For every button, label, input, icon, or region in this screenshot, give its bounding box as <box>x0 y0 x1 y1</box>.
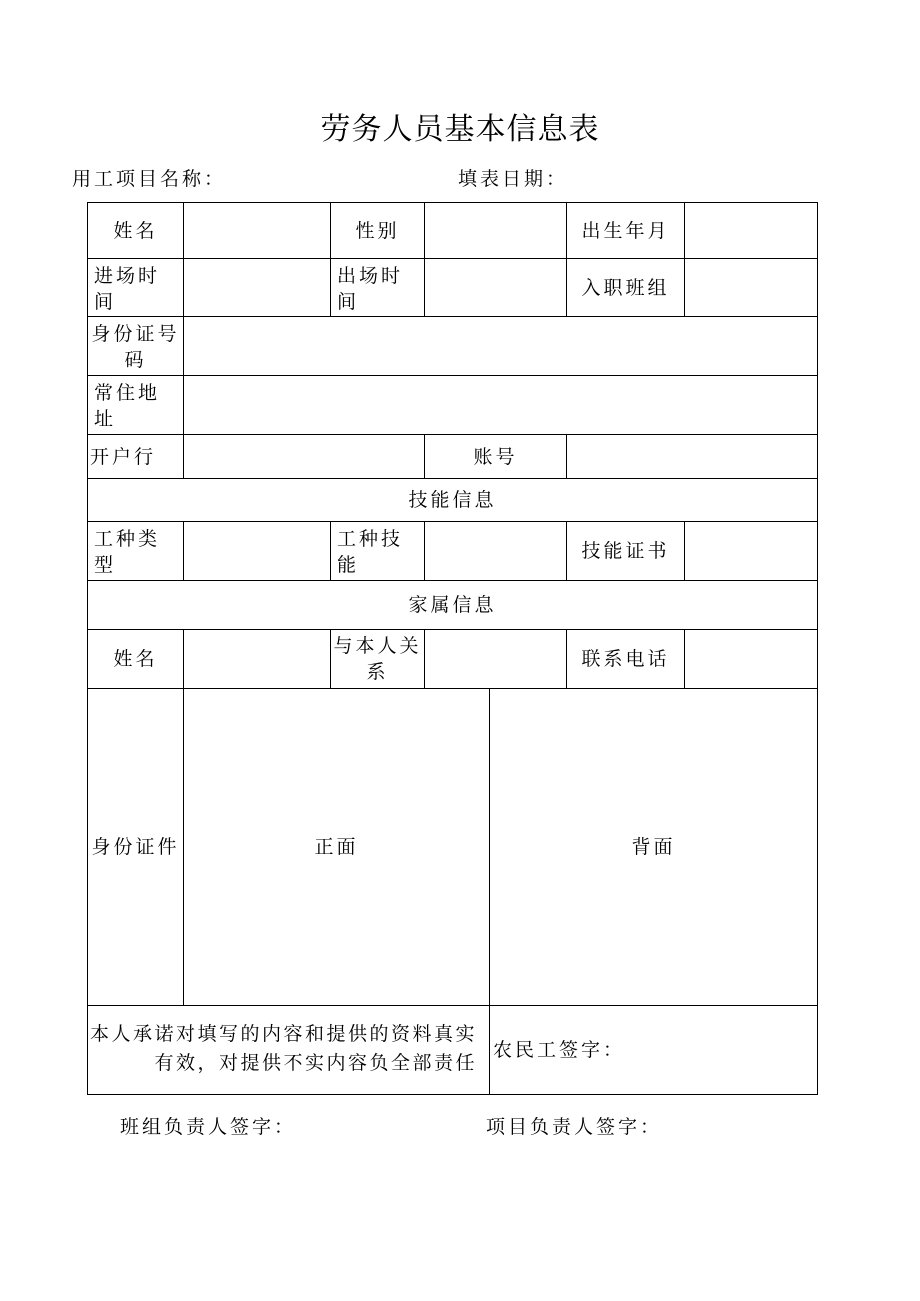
field-work-type[interactable] <box>184 522 330 580</box>
label-family-name: 姓名 <box>113 648 158 670</box>
project-name-label: 用工项目名称： <box>72 168 227 190</box>
table-border-right <box>817 202 818 1095</box>
section-skill: 技能信息 <box>408 489 497 511</box>
field-family-name[interactable] <box>184 630 330 688</box>
field-gender[interactable] <box>425 203 566 258</box>
label-id-number-line2: 码 <box>124 349 147 371</box>
label-bank: 开户行 <box>90 445 157 468</box>
field-address[interactable] <box>184 376 817 434</box>
label-address: 常住地址 <box>94 382 161 430</box>
id-front-area[interactable]: 正面 <box>314 836 359 858</box>
label-relation <box>331 631 424 688</box>
field-skill-cert[interactable] <box>685 522 817 580</box>
id-back-area[interactable]: 背面 <box>631 836 676 858</box>
team-leader-signature[interactable]: 班组负责人签字： <box>120 1116 297 1138</box>
field-account[interactable] <box>567 435 817 478</box>
label-relation-line1: 与本人关 <box>333 635 422 657</box>
field-exit-time[interactable] <box>425 259 566 316</box>
label-id-docs: 身份证件 <box>91 836 180 858</box>
label-skill-cert: 技能证书 <box>581 540 670 562</box>
label-team: 入职班组 <box>581 276 670 299</box>
fill-date-label: 填表日期： <box>458 168 569 190</box>
label-phone: 联系电话 <box>581 648 670 670</box>
label-account: 账号 <box>473 445 518 468</box>
section-family: 家属信息 <box>408 594 497 616</box>
worker-signature[interactable]: 农民工签字： <box>493 1039 626 1061</box>
page-title: 劳务人员基本信息表 <box>320 112 600 147</box>
project-leader-signature[interactable]: 项目负责人签字： <box>486 1116 663 1138</box>
label-name: 姓名 <box>113 219 158 242</box>
field-work-skill[interactable] <box>425 522 566 580</box>
field-phone[interactable] <box>685 630 817 688</box>
field-bank[interactable] <box>184 435 424 478</box>
field-relation[interactable] <box>425 630 566 688</box>
field-birth[interactable] <box>685 203 817 258</box>
pledge-text <box>88 1020 489 1094</box>
label-exit-time: 出场时间 <box>337 265 404 313</box>
label-id-number <box>88 318 183 375</box>
label-gender: 性别 <box>355 219 400 242</box>
label-work-skill: 工种技能 <box>337 528 404 576</box>
field-entry-time[interactable] <box>184 259 330 316</box>
pledge-line2: 有效，对提供不实内容负全部责任 <box>154 1052 477 1074</box>
field-id-number[interactable] <box>184 317 817 375</box>
label-entry-time: 进场时间 <box>94 265 161 313</box>
field-team[interactable] <box>685 259 817 316</box>
label-id-number-line1: 身份证号 <box>91 323 180 345</box>
label-work-type: 工种类型 <box>94 528 161 576</box>
table-border-bottom <box>87 1094 818 1095</box>
label-relation-line2: 系 <box>366 661 389 683</box>
field-name[interactable] <box>184 203 330 258</box>
pledge-line1: 本人承诺对填写的内容和提供的资料真实 <box>89 1023 477 1045</box>
label-birth: 出生年月 <box>581 219 670 242</box>
